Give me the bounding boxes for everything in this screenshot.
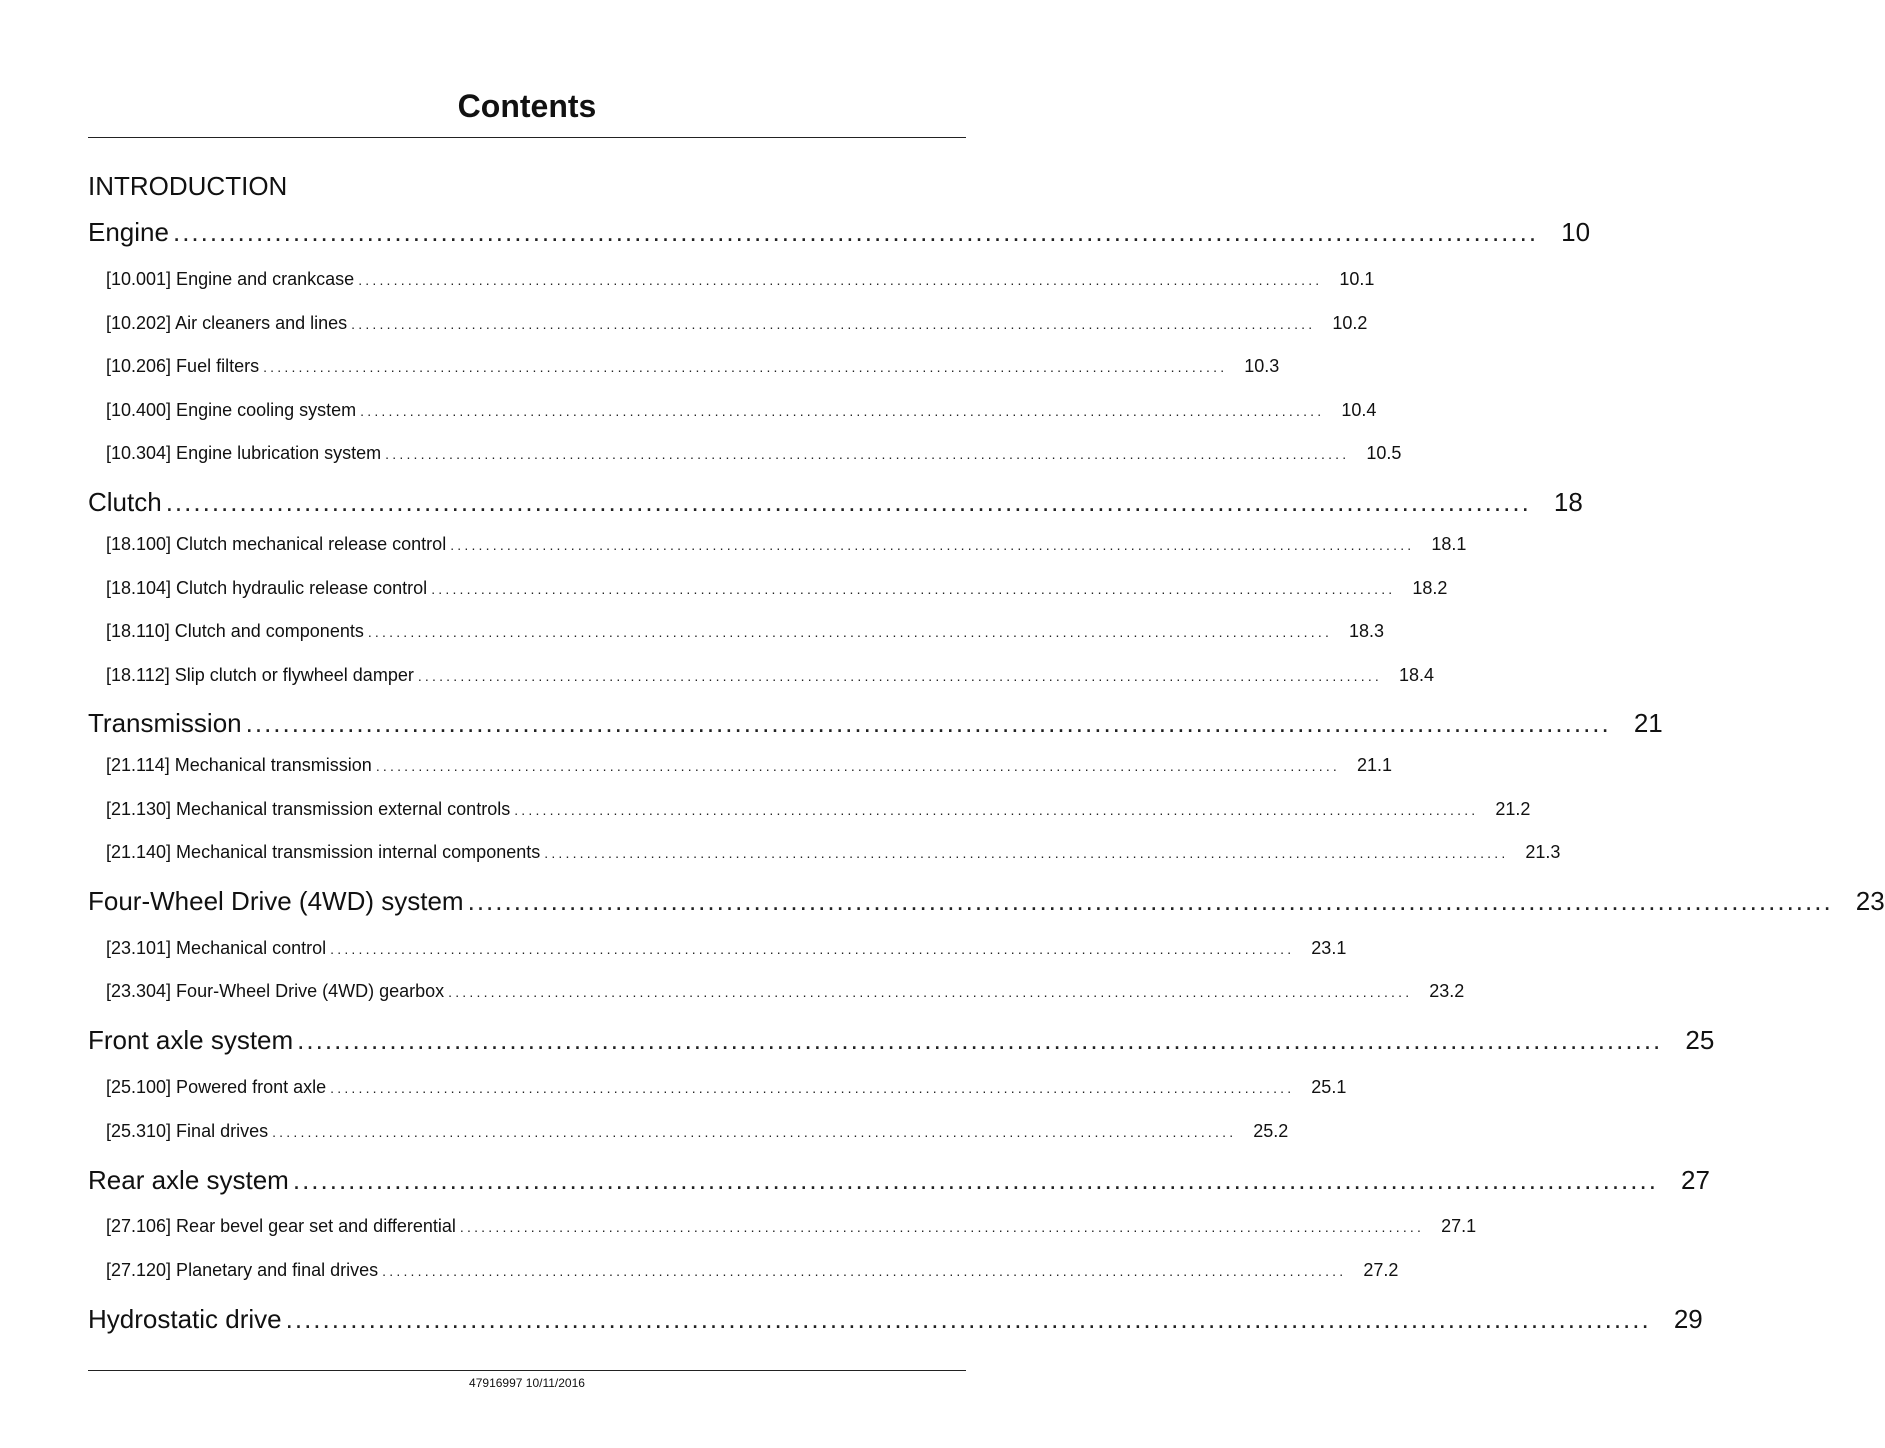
dot-leader: ........................................................................................................................................ (375, 758, 1341, 774)
toc-chapter-rear-axle[interactable] (88, 1164, 1710, 1196)
toc-page-number: 18.3 (1349, 621, 1385, 641)
toc-page-number: 18.4 (1398, 665, 1435, 685)
toc-page-number: 21.3 (1525, 842, 1561, 862)
toc-page-number: 21.1 (1356, 755, 1393, 775)
toc-chapter-label: Hydrostatic drive (88, 1304, 282, 1334)
toc-section-10-304[interactable] (106, 441, 1402, 466)
toc-page-number: 27.1 (1441, 1216, 1477, 1236)
dot-leader: ........................................................................................................................................ (272, 1124, 1237, 1140)
toc-chapter-engine[interactable] (88, 216, 1591, 248)
toc-page-number: 29 (1673, 1304, 1703, 1334)
dot-leader: ........................................................................................................................................ (382, 1263, 1347, 1279)
toc-chapter-label: Engine (88, 217, 169, 247)
toc-section-18-110[interactable] (106, 619, 1385, 644)
dot-leader: ........................................................................................................................................ (385, 446, 1350, 462)
toc-section-23-304[interactable] (106, 979, 1465, 1004)
toc-page-number: 10.5 (1366, 443, 1402, 463)
dot-leader: ........................................................................................................................................ (459, 1219, 1425, 1235)
dot-leader: .................................................................................................................................................... (245, 708, 1611, 738)
toc-section-label: [10.304] Engine lubrication system (106, 443, 382, 463)
dot-leader: ........................................................................................................................................ (450, 537, 1415, 553)
toc-page-number: 27 (1681, 1165, 1710, 1195)
toc-page-number: 10 (1561, 217, 1591, 247)
dot-leader: .................................................................................................................................................... (172, 217, 1539, 247)
footer-doc-id: 47916997 10/11/2016 (469, 1376, 585, 1390)
toc-section-label: [10.206] Fuel filters (106, 356, 260, 376)
toc-section-label: [18.112] Slip clutch or flywheel damper (106, 665, 414, 685)
toc-section-27-120[interactable] (106, 1258, 1399, 1283)
toc-section-10-202[interactable] (106, 311, 1368, 336)
toc-page-number: 18 (1553, 487, 1583, 517)
dot-leader: ........................................................................................................................................ (360, 403, 1325, 419)
toc-page-number: 23.2 (1429, 981, 1465, 1001)
toc-section-18-104[interactable] (106, 576, 1448, 601)
toc-section-label: [21.130] Mechanical transmission external controls (106, 799, 511, 819)
dot-leader: ........................................................................................................................................ (417, 668, 1383, 684)
toc-page-number: 23.1 (1311, 938, 1347, 958)
toc-chapter-clutch[interactable] (88, 486, 1583, 518)
toc-section-21-140[interactable] (106, 840, 1561, 865)
toc-chapter-label: Front axle system (88, 1025, 294, 1055)
toc-section-23-101[interactable] (106, 936, 1347, 961)
dot-leader: ........................................................................................................................................ (431, 581, 1396, 597)
toc-section-label: [10.202] Air cleaners and lines (106, 313, 348, 333)
toc-section-label: [18.104] Clutch hydraulic release control (106, 578, 428, 598)
toc-section-label: [23.304] Four-Wheel Drive (4WD) gearbox (106, 981, 445, 1001)
toc-page-number: 23 (1855, 886, 1885, 916)
toc-page-number: 10.3 (1244, 356, 1280, 376)
toc-page-number: 25 (1685, 1025, 1715, 1055)
dot-leader: .................................................................................................................................................... (292, 1165, 1658, 1195)
toc-chapter-label: Transmission (88, 708, 242, 738)
dot-leader: .................................................................................................................................................... (297, 1025, 1663, 1055)
toc-chapter-label: Rear axle system (88, 1165, 289, 1195)
toc-section-label: [25.100] Powered front axle (106, 1077, 327, 1097)
toc-section-label: [18.110] Clutch and components (106, 621, 364, 641)
toc-section-21-114[interactable] (106, 753, 1393, 778)
toc-section-18-112[interactable] (106, 663, 1435, 688)
toc-section-10-001[interactable] (106, 267, 1375, 292)
toc-section-25-100[interactable] (106, 1075, 1347, 1100)
dot-leader: ........................................................................................................................................ (544, 845, 1509, 861)
toc-page-number: 25.1 (1311, 1077, 1347, 1097)
toc-section-27-106[interactable] (106, 1214, 1477, 1239)
dot-leader: ........................................................................................................................................ (367, 624, 1333, 640)
page-title: Contents (457, 88, 597, 124)
dot-leader: ........................................................................................................................................ (351, 316, 1316, 332)
toc-section-label: [10.400] Engine cooling system (106, 400, 357, 420)
toc-page-number: 25.2 (1253, 1121, 1289, 1141)
toc-section-label: [18.100] Clutch mechanical release control (106, 534, 447, 554)
top-divider (88, 137, 966, 138)
toc-page-number: 10.2 (1332, 313, 1368, 333)
toc-page-number: 10.1 (1339, 269, 1375, 289)
dot-leader: ........................................................................................................................................ (330, 941, 1295, 957)
toc-page-number: 18.2 (1412, 578, 1448, 598)
toc-section-label: [25.310] Final drives (106, 1121, 269, 1141)
toc-section-10-206[interactable] (106, 354, 1280, 379)
toc-page-number: 10.4 (1341, 400, 1377, 420)
toc-section-label: [10.001] Engine and crankcase (106, 269, 355, 289)
dot-leader: .................................................................................................................................................... (165, 487, 1531, 517)
toc-chapter-label: Clutch (88, 487, 162, 517)
dot-leader: ........................................................................................................................................ (514, 802, 1479, 818)
toc-page-number: 27.2 (1363, 1260, 1399, 1280)
toc-page-number: 21.2 (1495, 799, 1531, 819)
toc-chapter-transmission[interactable] (88, 707, 1663, 739)
dot-leader: ........................................................................................................................................ (358, 272, 1323, 288)
toc-section-21-130[interactable] (106, 797, 1531, 822)
toc-section-label: [21.114] Mechanical transmission (106, 755, 372, 775)
toc-page-number: 21 (1633, 708, 1663, 738)
bottom-divider (88, 1370, 966, 1371)
dot-leader: .................................................................................................................................................... (285, 1304, 1651, 1334)
toc-page-number: 18.1 (1431, 534, 1467, 554)
toc-section-label: [23.101] Mechanical control (106, 938, 327, 958)
dot-leader: .................................................................................................................................................... (467, 886, 1833, 916)
toc-section-label: [27.106] Rear bevel gear set and differential (106, 1216, 456, 1236)
toc-chapter-front-axle[interactable] (88, 1024, 1715, 1056)
toc-section-10-400[interactable] (106, 398, 1377, 423)
toc-section-label: [21.140] Mechanical transmission internal components (106, 842, 541, 862)
toc-chapter-label: Four-Wheel Drive (4WD) system (88, 886, 464, 916)
toc-chapter-hydrostatic[interactable] (88, 1303, 1703, 1335)
dot-leader: ........................................................................................................................................ (330, 1080, 1295, 1096)
toc-section-label: [27.120] Planetary and final drives (106, 1260, 379, 1280)
toc-chapter-fwd[interactable] (88, 885, 1885, 917)
toc-introduction[interactable]: INTRODUCTION (88, 171, 288, 201)
dot-leader: ........................................................................................................................................ (448, 984, 1413, 1000)
toc-section-18-100[interactable] (106, 532, 1467, 557)
toc-section-25-310[interactable] (106, 1119, 1289, 1144)
dot-leader: ........................................................................................................................................ (263, 359, 1228, 375)
